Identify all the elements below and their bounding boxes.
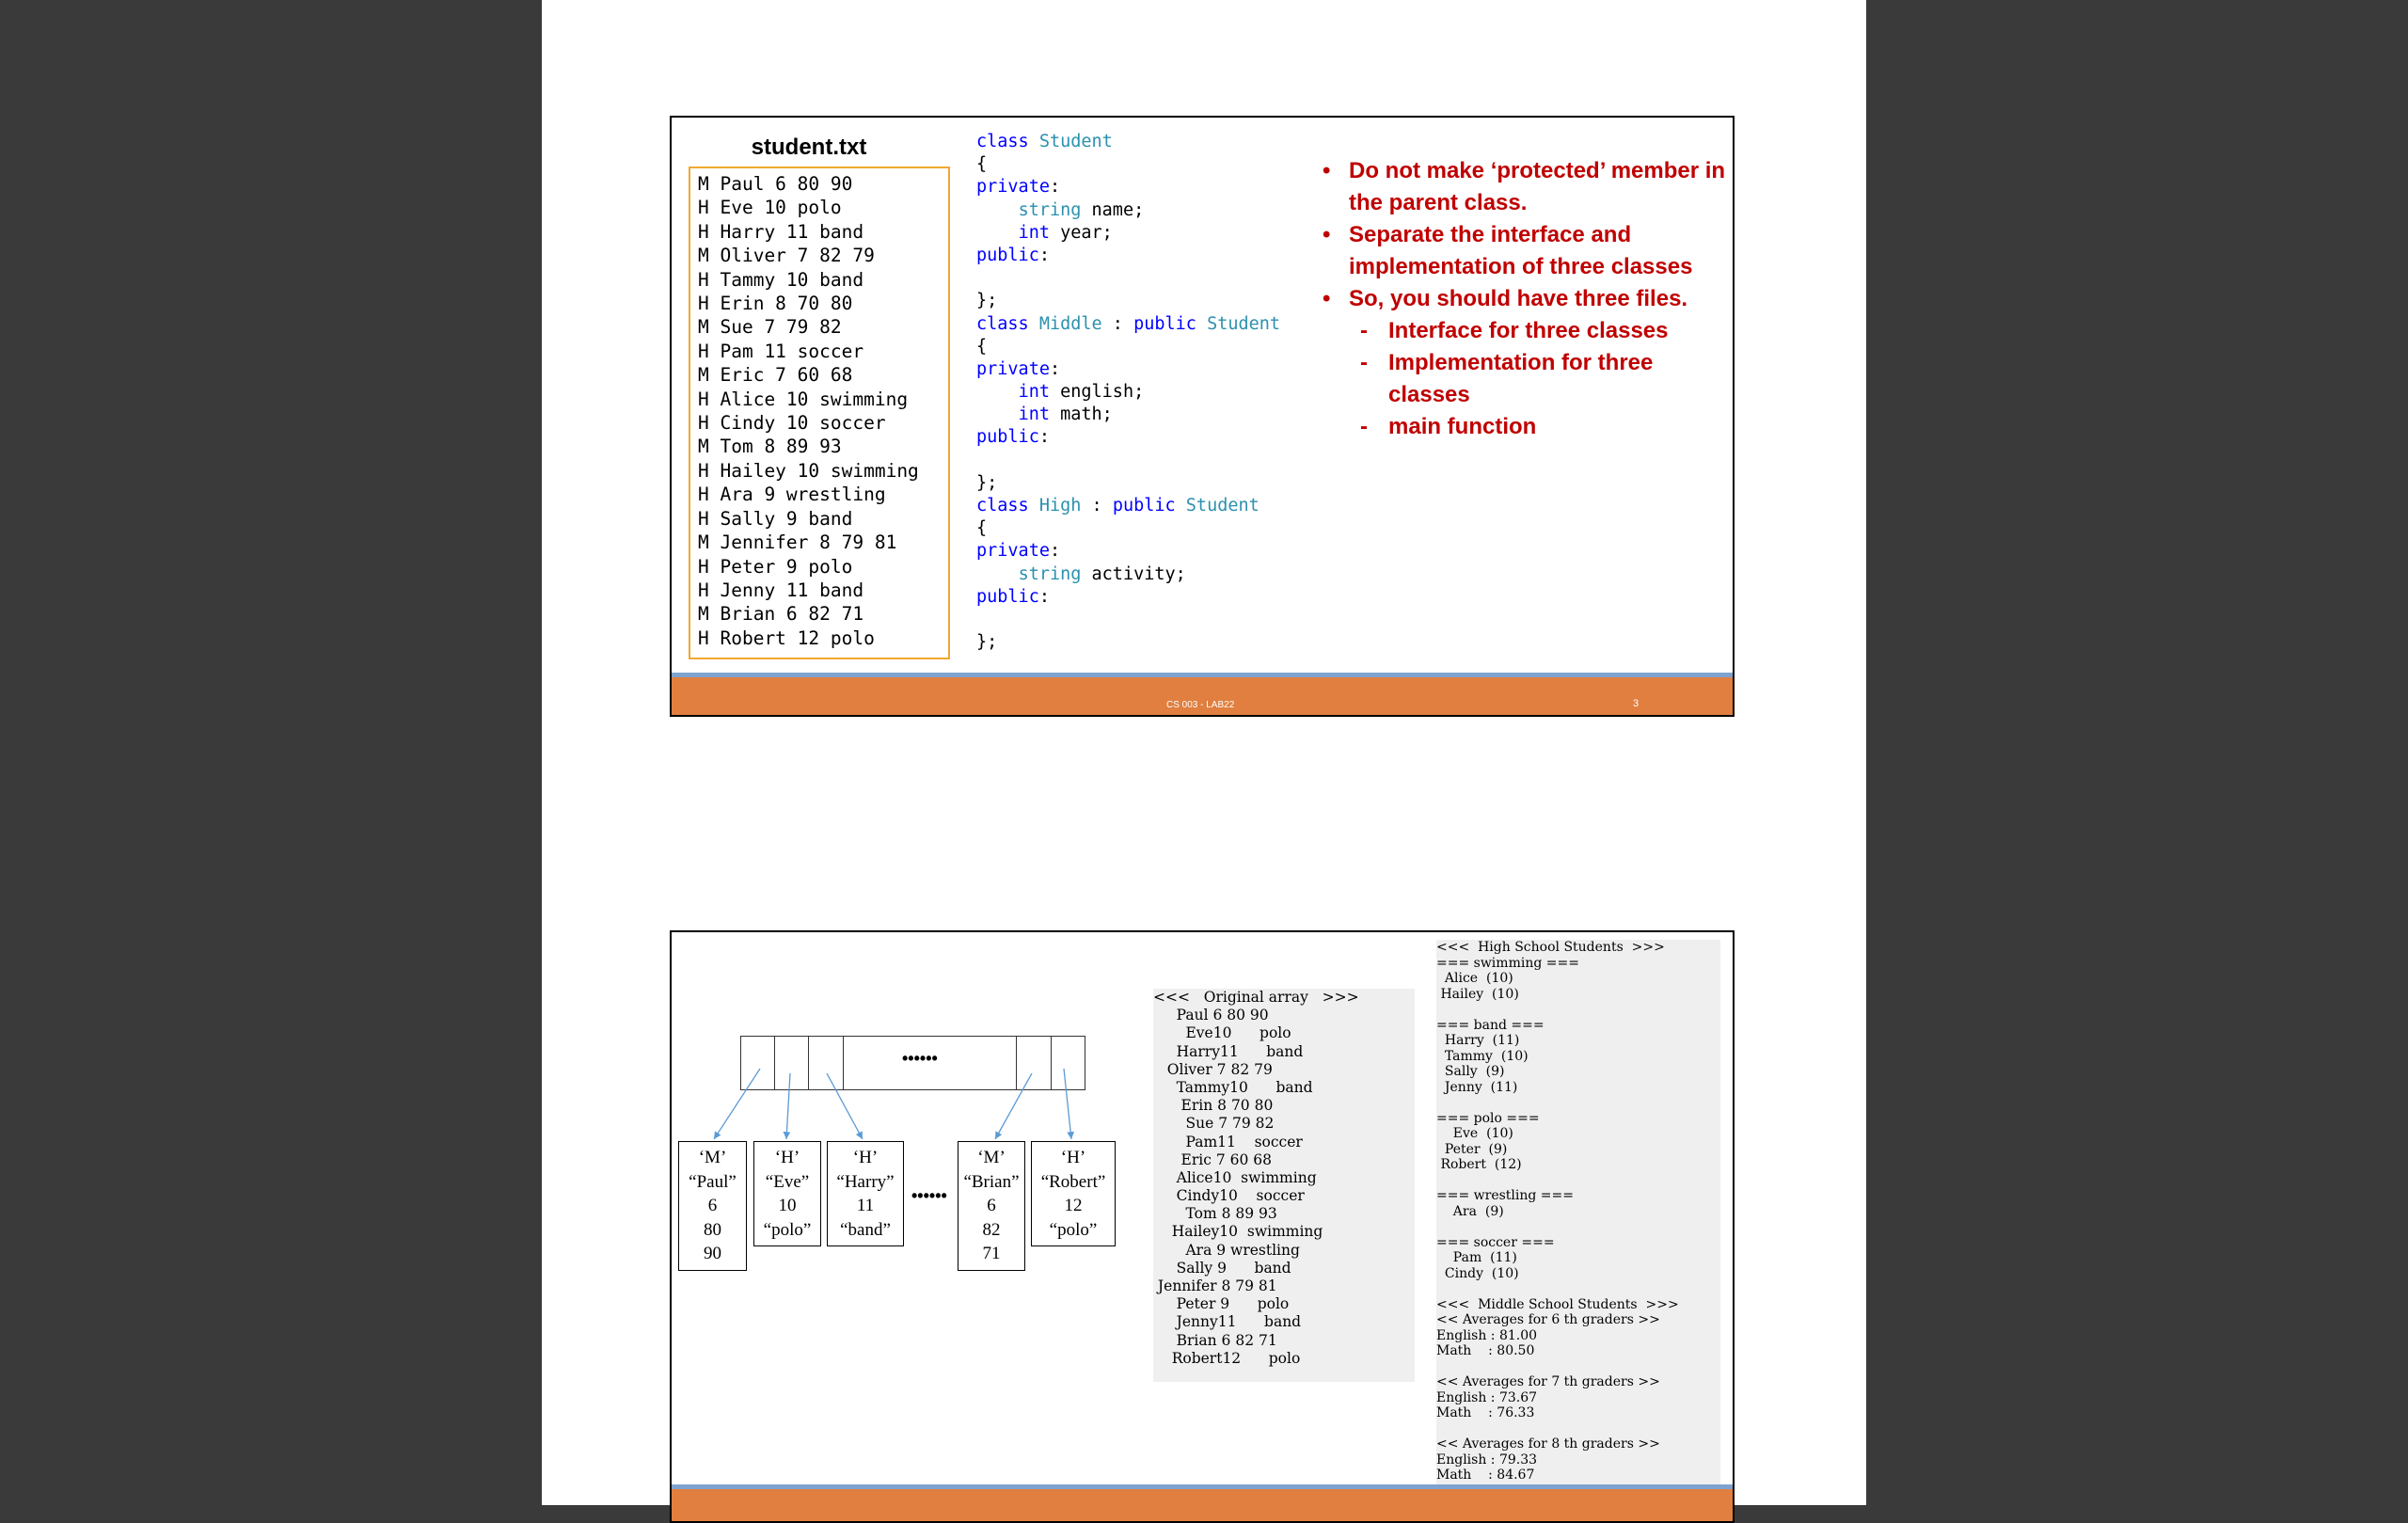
slide-4 bbox=[670, 930, 1735, 1523]
object-field: 11 bbox=[856, 1196, 875, 1215]
object-field: ‘H’ bbox=[774, 1148, 800, 1167]
output-line bbox=[1436, 1359, 1720, 1375]
output-line: H Sally 9 band bbox=[698, 507, 853, 530]
code-keyword: int bbox=[1018, 222, 1050, 243]
output-line: H Alice 10 swimming bbox=[698, 388, 909, 410]
code-text: math; bbox=[1049, 405, 1113, 425]
output-line: Eric 7 60 68 bbox=[1153, 1150, 1273, 1168]
note-text: Do not make ‘protected’ member in the parent class. bbox=[1349, 158, 1726, 215]
note-bullet bbox=[1321, 219, 1735, 283]
output-line: Eve (10) bbox=[1436, 1126, 1513, 1141]
object-field: 6 bbox=[707, 1196, 718, 1215]
pointer-arrow bbox=[1064, 1069, 1071, 1139]
output-line: M Jennifer 8 79 81 bbox=[698, 531, 897, 554]
code-text: name; bbox=[1081, 199, 1145, 220]
output-line: H Cindy 10 soccer bbox=[698, 412, 886, 435]
code-type: string bbox=[1018, 199, 1082, 220]
output-line: === band === bbox=[1436, 1017, 1545, 1033]
pointer-arrow bbox=[714, 1069, 760, 1139]
code-line-blank bbox=[976, 609, 1280, 631]
output-line bbox=[1436, 1421, 1720, 1437]
output-line: H Robert 12 polo bbox=[698, 627, 875, 649]
output-line: Erin 8 70 80 bbox=[1153, 1097, 1274, 1115]
code-line: }; bbox=[976, 632, 998, 653]
output-line: M Oliver 7 82 79 bbox=[698, 245, 875, 267]
slide-footer bbox=[672, 677, 1733, 715]
output-line: Cindy10 soccer bbox=[1153, 1187, 1305, 1205]
object-field: “Harry” bbox=[836, 1171, 895, 1192]
output-line: Robert (12) bbox=[1436, 1157, 1522, 1172]
output-line: Harry11 band bbox=[1153, 1042, 1304, 1060]
code-keyword: class bbox=[976, 313, 1029, 334]
slide-3 bbox=[670, 116, 1735, 717]
output-line: Alice10 swimming bbox=[1153, 1168, 1317, 1186]
object-field: “polo” bbox=[1049, 1219, 1098, 1240]
object-field: “Robert” bbox=[1040, 1171, 1106, 1192]
output-line: H Tammy 10 band bbox=[698, 268, 864, 291]
array-ellipsis: •••••• bbox=[902, 1049, 938, 1068]
code-keyword: public bbox=[976, 245, 1039, 265]
code-keyword: public bbox=[976, 427, 1039, 448]
code-text: year; bbox=[1049, 222, 1113, 243]
output-line: English : 81.00 bbox=[1436, 1327, 1538, 1343]
code-type: string bbox=[1018, 563, 1082, 584]
output-line bbox=[1436, 1281, 1720, 1297]
file-title: student.txt bbox=[751, 135, 867, 160]
original-array-output bbox=[1153, 989, 1415, 1382]
note-bullet bbox=[1321, 283, 1735, 315]
output-line: H Pam 11 soccer bbox=[698, 340, 864, 362]
code-keyword: private bbox=[976, 358, 1050, 379]
bullet-dot-icon: • bbox=[1323, 158, 1331, 183]
requirement-notes bbox=[1321, 155, 1735, 443]
code-punct: : bbox=[1038, 245, 1050, 265]
output-line: H Jenny 11 band bbox=[698, 579, 864, 601]
code-punct: : bbox=[1081, 496, 1113, 516]
output-line: M Tom 8 89 93 bbox=[698, 436, 842, 458]
code-type: Student bbox=[1185, 496, 1259, 516]
output-line: M Sue 7 79 82 bbox=[698, 316, 842, 339]
output-line: M Paul 6 80 90 bbox=[698, 173, 853, 195]
object-field: “band” bbox=[840, 1219, 891, 1240]
output-line: Jenny (11) bbox=[1436, 1079, 1518, 1095]
code-line bbox=[976, 131, 1280, 153]
output-line: Robert12 polo bbox=[1153, 1349, 1301, 1367]
code-line: { bbox=[976, 518, 988, 539]
output-line: Math : 76.33 bbox=[1436, 1405, 1535, 1420]
output-line: Sally 9 band bbox=[1153, 1259, 1291, 1277]
output-line: << Averages for 7 th graders >> bbox=[1436, 1374, 1660, 1389]
code-line bbox=[976, 222, 1280, 245]
program-output bbox=[1436, 940, 1720, 1485]
page-number: 3 bbox=[1633, 698, 1640, 709]
code-line bbox=[976, 199, 1280, 222]
code-type: Student bbox=[1038, 132, 1113, 151]
student-object-box bbox=[1031, 1141, 1116, 1246]
output-line: === soccer === bbox=[1436, 1234, 1555, 1250]
code-text: english; bbox=[1049, 382, 1145, 403]
output-line: === polo === bbox=[1436, 1110, 1540, 1126]
student-file-content bbox=[689, 167, 950, 659]
output-line: <<< Original array >>> bbox=[1153, 989, 1359, 1006]
code-punct: : bbox=[1049, 358, 1061, 379]
object-field: ‘H’ bbox=[852, 1148, 879, 1167]
output-line bbox=[1436, 1095, 1720, 1111]
output-line: === swimming === bbox=[1436, 955, 1579, 971]
slide-footer bbox=[672, 1489, 1733, 1523]
code-keyword: public bbox=[1112, 496, 1176, 516]
output-line: Ara (9) bbox=[1436, 1203, 1504, 1219]
output-line: === wrestling === bbox=[1436, 1188, 1574, 1203]
code-type: Student bbox=[1207, 313, 1281, 334]
code-punct: : bbox=[1049, 541, 1061, 562]
dash-icon: - bbox=[1360, 414, 1368, 439]
code-punct: : bbox=[1038, 586, 1050, 607]
output-line: Cindy (10) bbox=[1436, 1265, 1519, 1281]
output-line: M Brian 6 82 71 bbox=[698, 603, 864, 626]
code-line bbox=[976, 563, 1280, 586]
code-type: Middle bbox=[1038, 313, 1102, 334]
class-code bbox=[976, 131, 1280, 654]
output-line bbox=[1436, 1173, 1720, 1189]
output-line: <<< High School Students >>> bbox=[1436, 940, 1665, 955]
objects-ellipsis: •••••• bbox=[911, 1186, 947, 1205]
note-bullet bbox=[1321, 155, 1735, 219]
output-line: Brian 6 82 71 bbox=[1153, 1331, 1277, 1349]
output-line bbox=[1436, 1219, 1720, 1235]
code-line bbox=[976, 495, 1280, 517]
code-punct: : bbox=[1049, 177, 1061, 198]
output-line: Eve10 polo bbox=[1153, 1024, 1291, 1042]
object-field: ‘M’ bbox=[977, 1148, 1006, 1167]
output-line: Sue 7 79 82 bbox=[1153, 1115, 1275, 1133]
output-line: <<< Middle School Students >>> bbox=[1436, 1296, 1679, 1312]
output-line: Jennifer 8 79 81 bbox=[1153, 1277, 1277, 1294]
output-line: English : 73.67 bbox=[1436, 1389, 1538, 1405]
output-line: Pam11 soccer bbox=[1153, 1133, 1303, 1150]
object-field: 80 bbox=[704, 1219, 721, 1240]
output-line: Paul 6 80 90 bbox=[1153, 1007, 1269, 1024]
code-keyword: public bbox=[976, 586, 1039, 607]
footer-course: CS 003 - LAB22 bbox=[1166, 700, 1235, 710]
code-line bbox=[976, 586, 1280, 609]
code-line bbox=[976, 404, 1280, 426]
code-line bbox=[976, 426, 1280, 449]
output-line: H Eve 10 polo bbox=[698, 197, 842, 219]
object-field: ‘H’ bbox=[1060, 1148, 1086, 1167]
note-subtext: Interface for three classes bbox=[1388, 318, 1669, 343]
pointer-arrow bbox=[995, 1073, 1032, 1139]
output-line: M Eric 7 60 68 bbox=[698, 364, 853, 387]
output-line: Peter 9 polo bbox=[1153, 1295, 1290, 1313]
code-punct: : bbox=[1038, 427, 1050, 448]
code-keyword: int bbox=[1018, 382, 1050, 403]
code-line-blank bbox=[976, 450, 1280, 472]
code-text: activity; bbox=[1081, 563, 1186, 584]
object-field: ‘M’ bbox=[698, 1148, 727, 1167]
code-line bbox=[976, 540, 1280, 563]
object-field: 90 bbox=[704, 1244, 721, 1263]
code-line bbox=[976, 381, 1280, 404]
output-line: Pam (11) bbox=[1436, 1250, 1517, 1265]
code-keyword: class bbox=[976, 132, 1029, 151]
code-keyword: int bbox=[1018, 405, 1050, 425]
object-field: 12 bbox=[1064, 1196, 1083, 1215]
code-keyword: private bbox=[976, 177, 1050, 198]
code-line: }; bbox=[976, 472, 998, 493]
output-line: Math : 84.67 bbox=[1436, 1467, 1535, 1483]
student-object-box bbox=[678, 1141, 747, 1271]
output-line: Ara 9 wrestling bbox=[1153, 1241, 1300, 1259]
object-field: 6 bbox=[987, 1196, 996, 1215]
code-line: }; bbox=[976, 291, 998, 311]
code-line bbox=[976, 313, 1280, 336]
pointer-arrow bbox=[786, 1073, 790, 1139]
object-field: “Paul” bbox=[689, 1171, 737, 1192]
bullet-dot-icon: • bbox=[1323, 222, 1331, 247]
code-line-blank bbox=[976, 267, 1280, 290]
code-keyword: class bbox=[976, 496, 1029, 516]
pointer-arrow bbox=[827, 1073, 863, 1139]
object-field: 10 bbox=[778, 1196, 797, 1215]
output-line: H Erin 8 70 80 bbox=[698, 293, 853, 315]
dash-icon: - bbox=[1360, 350, 1368, 375]
output-line: Math : 80.50 bbox=[1436, 1343, 1535, 1358]
output-line bbox=[1436, 1002, 1720, 1018]
code-line bbox=[976, 176, 1280, 198]
output-line: Tom 8 89 93 bbox=[1153, 1205, 1277, 1223]
output-line: Sally (9) bbox=[1436, 1064, 1505, 1079]
output-line: << Averages for 6 th graders >> bbox=[1436, 1312, 1660, 1327]
output-line: H Harry 11 band bbox=[698, 220, 864, 243]
output-line: Tammy10 band bbox=[1153, 1078, 1313, 1096]
output-line: English : 79.33 bbox=[1436, 1452, 1538, 1467]
output-line: Alice (10) bbox=[1436, 971, 1513, 986]
output-line: Oliver 7 82 79 bbox=[1153, 1060, 1273, 1078]
note-subitem bbox=[1321, 347, 1735, 411]
object-field: “polo” bbox=[763, 1219, 812, 1240]
output-line: H Peter 9 polo bbox=[698, 555, 853, 578]
object-field: 71 bbox=[982, 1244, 1001, 1263]
object-field: 82 bbox=[982, 1219, 1001, 1240]
code-line bbox=[976, 245, 1280, 267]
code-keyword: private bbox=[976, 541, 1050, 562]
student-object-box bbox=[827, 1141, 904, 1246]
code-type: High bbox=[1038, 496, 1082, 516]
note-subtext: Implementation for three classes bbox=[1388, 350, 1654, 407]
note-text: Separate the interface and implementation of three classes bbox=[1349, 222, 1693, 279]
bullet-dot-icon: • bbox=[1323, 286, 1331, 311]
code-line: { bbox=[976, 336, 988, 357]
object-field: “Brian” bbox=[963, 1171, 1020, 1192]
code-keyword: public bbox=[1133, 313, 1196, 334]
output-line: H Ara 9 wrestling bbox=[698, 484, 886, 506]
note-subitem bbox=[1321, 315, 1735, 347]
note-text: So, you should have three files. bbox=[1349, 286, 1688, 311]
code-punct: : bbox=[1101, 313, 1134, 334]
document-page bbox=[542, 0, 1866, 1505]
output-line: Peter (9) bbox=[1436, 1141, 1508, 1157]
output-line: Harry (11) bbox=[1436, 1033, 1520, 1048]
output-line: << Averages for 8 th graders >> bbox=[1436, 1436, 1660, 1452]
code-line: { bbox=[976, 154, 988, 175]
output-line: Tammy (10) bbox=[1436, 1048, 1529, 1064]
student-object-box bbox=[958, 1141, 1025, 1271]
output-line: Hailey (10) bbox=[1436, 986, 1519, 1002]
note-subitem bbox=[1321, 411, 1735, 443]
output-line: Jenny11 band bbox=[1153, 1313, 1302, 1331]
student-object-box bbox=[753, 1141, 821, 1246]
output-line: Hailey10 swimming bbox=[1153, 1223, 1323, 1241]
object-field: “Eve” bbox=[765, 1171, 810, 1192]
pointer-arrows bbox=[672, 932, 1142, 1177]
code-line bbox=[976, 358, 1280, 381]
note-subtext: main function bbox=[1388, 414, 1537, 439]
output-line: H Hailey 10 swimming bbox=[698, 459, 919, 482]
dash-icon: - bbox=[1360, 318, 1368, 343]
